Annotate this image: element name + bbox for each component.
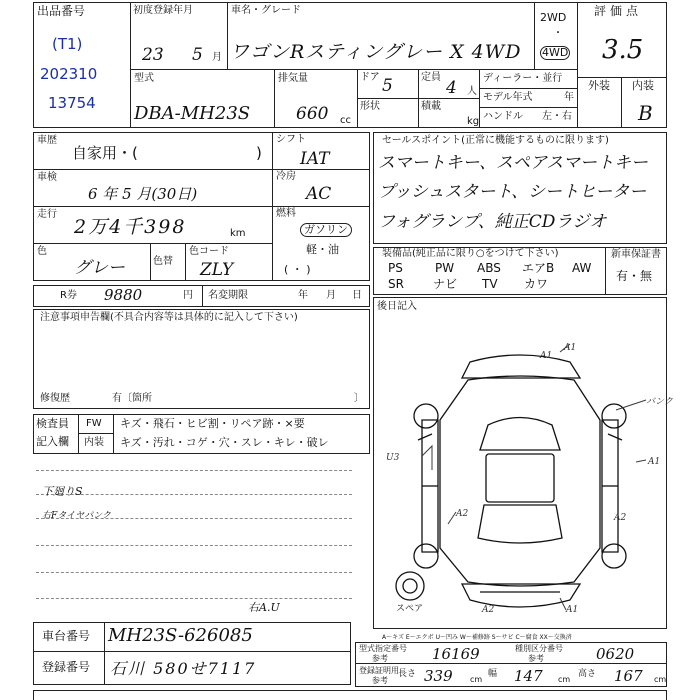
model-label: 型式 <box>134 73 154 84</box>
ext-label: 外装 <box>588 79 610 92</box>
equip-abs: ABS <box>477 261 501 275</box>
name-value: ワゴンRスティングレー X 4WD <box>230 41 522 63</box>
damage-mark-a2-rear: A2 <box>482 605 495 615</box>
shift-label: シフト <box>276 134 306 145</box>
handle-value: 左・右 <box>542 111 572 122</box>
disp-unit: cc <box>340 115 351 126</box>
drive-dot: ・ <box>553 28 563 39</box>
int-value: B <box>638 101 653 125</box>
cat-sub: 参考 <box>528 654 544 663</box>
equip-label: 装備品(純正品に限り○をつけて下さい) <box>382 248 559 259</box>
bottom-strip <box>33 690 667 700</box>
load-label: 積載 <box>421 101 441 112</box>
damage-mark-a1-right: A1 <box>648 457 661 467</box>
fuel-light: 軽・油 <box>306 243 339 256</box>
year-label: モデル年式 <box>483 92 533 103</box>
in-label: 内装 <box>84 437 104 448</box>
mileage-label: 走行 <box>37 209 57 220</box>
recycle-value: 9880 <box>104 286 143 304</box>
sales-line-1: スマートキー、スペアスマートキー <box>378 153 648 173</box>
after-label: 後日記入 <box>377 301 417 312</box>
ac-value: AC <box>306 184 332 204</box>
score-label: 評価点 <box>594 4 643 18</box>
disp-value: 660 <box>296 104 329 124</box>
hand-note-2: 右Fタイヤパンク <box>42 511 111 521</box>
door-value: 5 <box>382 76 393 96</box>
lot-date: 202310 <box>40 65 98 83</box>
color-code-value: ZLY <box>200 260 234 280</box>
color-code-label: 色コード <box>189 246 229 257</box>
reg-month-unit: 月 <box>212 52 222 63</box>
cat-value: 0620 <box>596 645 635 663</box>
sales-line-2: プッシュスタート、シートヒーター <box>378 182 647 202</box>
type-sub: 参考 <box>372 654 388 663</box>
damage-mark-a2-right: A2 <box>614 513 627 523</box>
drive-2wd: 2WD <box>540 11 567 24</box>
plate-label: 登録番号 <box>42 660 91 674</box>
damage-mark-a1-rear: A1 <box>566 605 579 615</box>
ac-label: 冷房 <box>276 171 296 182</box>
plate-value: 石川 580せ7117 <box>110 659 257 678</box>
mileage-unit: km <box>230 228 246 239</box>
disp-label: 排気量 <box>278 73 308 84</box>
history-label: 車歴 <box>37 135 57 146</box>
fw-label: FW <box>86 418 102 429</box>
fw-items: キズ・飛石・ヒビ割・リペア跡・×要 <box>120 417 305 430</box>
cap-unit: 人 <box>467 86 477 97</box>
equip-navi: ナビ <box>433 277 458 291</box>
sales-label: セールスポイント(正常に機能するものに限ります) <box>382 135 609 146</box>
len-label: 長さ <box>398 669 417 679</box>
lot-code: (T1) <box>52 35 83 53</box>
equip-sr: SR <box>388 277 404 291</box>
spare-label: スペア <box>396 604 424 614</box>
history-close: ) <box>256 144 262 162</box>
inspect-value: 6 年 5 月(30日) <box>88 185 198 203</box>
equip-leather: カワ <box>524 277 549 291</box>
fuel-value: ガソリン <box>300 223 352 237</box>
bottom-note: 右A.U <box>248 601 280 614</box>
cap-value: 4 <box>446 78 457 98</box>
warranty-label: 新車保証書 <box>611 249 661 260</box>
equip-aw: AW <box>572 261 592 275</box>
entry-label: 記入欄 <box>36 435 69 448</box>
equip-airbag: エアB <box>522 261 555 275</box>
type-label: 型式指定番号 <box>359 644 407 653</box>
damage-mark-u3: U3 <box>386 453 400 463</box>
transfer-label: 名変期限 <box>208 290 248 301</box>
history-value: 自家用・( <box>72 144 138 162</box>
transfer-month: 月 <box>326 290 336 301</box>
fuel-label: 燃料 <box>276 208 296 219</box>
color-value: グレー <box>74 258 125 278</box>
repair-value: 有〔箇所 <box>112 393 152 404</box>
shape-label: 形状 <box>360 101 380 112</box>
height-value: 167 <box>614 667 643 685</box>
load-unit: kg <box>467 116 480 127</box>
lot-number: 13754 <box>48 94 96 112</box>
width-label: 幅 <box>488 669 498 679</box>
color-change-label: 色替 <box>153 256 173 267</box>
height-unit: cm <box>654 675 667 684</box>
year-unit: 年 <box>564 92 574 103</box>
width-unit: cm <box>558 675 571 684</box>
cert-sub: 参考 <box>372 676 388 685</box>
int-label: 内装 <box>632 79 654 92</box>
type-value: 16169 <box>432 645 480 663</box>
height-label: 高さ <box>578 669 597 679</box>
dealer-label: ディーラー・並行 <box>483 73 563 84</box>
mileage-value: 2万4千398 <box>74 216 187 238</box>
equip-tv: TV <box>482 277 498 291</box>
lot-label: 出品番号 <box>37 4 86 18</box>
score-value: 3.5 <box>602 35 644 65</box>
recycle-label: R券 <box>60 290 77 301</box>
equip-ps: PS <box>388 261 403 275</box>
damage-mark-a2-left: A2 <box>456 509 469 519</box>
door-label: ドア <box>360 72 380 83</box>
notes-label: 注意事項申告欄(不具合内容等は具体的に記入して下さい) <box>40 312 298 323</box>
reg-year: 23 <box>142 45 164 65</box>
sales-line-3: フォグランプ、純正CDラジオ <box>378 212 607 232</box>
damage-mark-a1-front-left: A1 <box>540 351 553 361</box>
recycle-unit: 円 <box>183 290 193 301</box>
hand-note-1: 下廻りS <box>42 485 83 498</box>
chassis-value: MH23S-626085 <box>108 625 253 646</box>
cert-label: 登録証明用 <box>359 666 399 675</box>
chassis-label: 車台番号 <box>42 629 91 643</box>
width-value: 147 <box>514 667 543 685</box>
len-value: 339 <box>424 667 453 685</box>
repair-close: 〕 <box>354 393 364 404</box>
name-label: 車名・グレード <box>231 5 301 16</box>
reg-month: 5 <box>192 45 203 65</box>
len-unit: cm <box>470 675 483 684</box>
repair-label: 修復歴 <box>40 393 70 404</box>
cat-label: 種別区分番号 <box>515 644 563 653</box>
drive-4wd: 4WD <box>542 46 569 59</box>
transfer-year: 年 <box>298 290 308 301</box>
transfer-day: 日 <box>352 290 362 301</box>
damage-mark-bumper: バンク <box>646 397 673 407</box>
equip-pw: PW <box>435 261 455 275</box>
inspector-label: 検査員 <box>36 417 69 430</box>
damage-mark-a1-front: A1 <box>564 343 577 353</box>
shift-value: IAT <box>300 149 330 169</box>
damage-legend: A～キズ E～エクボ U～凹み W～補修跡 S～サビ C～腐食 XX～交換済 <box>382 634 572 641</box>
cap-label: 定員 <box>421 72 441 83</box>
warranty-value: 有・無 <box>616 269 653 283</box>
model-value: DBA-MH23S <box>134 103 251 124</box>
inspect-label: 車検 <box>37 172 57 183</box>
color-label: 色 <box>37 246 47 257</box>
in-items: キズ・汚れ・コゲ・穴・スレ・キレ・破レ <box>120 436 329 449</box>
handle-label: ハンドル <box>483 111 523 122</box>
reg-label: 初度登録年月 <box>133 5 193 16</box>
fuel-paren: ( ・ ) <box>284 263 311 276</box>
